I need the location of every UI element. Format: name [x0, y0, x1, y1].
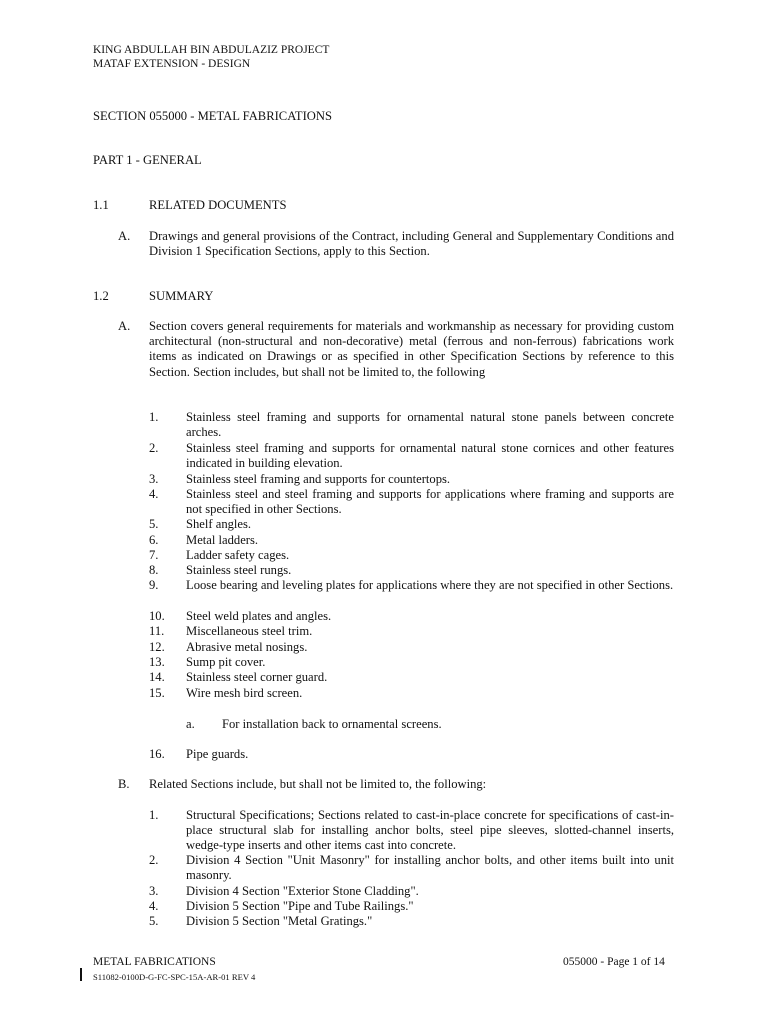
- article-number-1-1: 1.1: [93, 198, 109, 212]
- list-item-number: 12.: [149, 640, 165, 654]
- related-item-number: 4.: [149, 899, 159, 913]
- list-item: Loose bearing and leveling plates for applications where they are not specified in other Sections.: [186, 578, 674, 592]
- list-item-number: 9.: [149, 578, 159, 592]
- footer-document-code: S11082-0100D-G-FC-SPC-15A-AR-01 REV 4: [93, 972, 256, 982]
- list-item: Stainless steel and steel framing and supports for applications where framing and supports are not specified in other Sections.: [186, 487, 674, 517]
- project-name: KING ABDULLAH BIN ABDULAZIZ PROJECT: [93, 44, 330, 56]
- list-item-number: 16.: [149, 747, 165, 761]
- list-item: Stainless steel framing and supports for ornamental natural stone cornices and other features indicated in building elevation.: [186, 441, 674, 471]
- list-item: Abrasive metal nosings.: [186, 640, 308, 654]
- list-item-number: 4.: [149, 487, 159, 501]
- related-item: Division 4 Section "Exterior Stone Cladding".: [186, 884, 419, 898]
- list-item-number: 14.: [149, 670, 165, 684]
- list-item-number: 15.: [149, 686, 165, 700]
- related-item: Structural Specifications; Sections related to cast-in-place concrete for specifications of cast-in-place structural slab for installing anchor bolts, steel pipe sleeves, slotted-channel inserts, wedge-type inserts and other items cast into concrete.: [186, 808, 674, 853]
- list-item-number: 11.: [149, 624, 165, 638]
- related-item-number: 2.: [149, 853, 159, 867]
- paragraph-text: Section covers general requirements for materials and workmanship as necessary for providing custom architectural (non-structural and non-decorative) metal (ferrous and non-ferrous) fabrications work items as indicated on Drawings or as specified in other Specification Sections by reference to this Section. Section includes, but shall not be limited to, the following: [149, 319, 674, 379]
- list-item-number: 5.: [149, 517, 159, 531]
- list-item-number: 10.: [149, 609, 165, 623]
- part-title: PART 1 - GENERAL: [93, 153, 202, 167]
- footer-section-name: METAL FABRICATIONS: [93, 956, 216, 968]
- related-item: Division 5 Section "Pipe and Tube Railings.": [186, 899, 414, 913]
- list-item-number: 3.: [149, 472, 159, 486]
- list-item-number: 1.: [149, 410, 159, 424]
- list-item: Stainless steel framing and supports for countertops.: [186, 472, 451, 486]
- sub-item-label: a.: [186, 717, 195, 731]
- change-bar: [80, 968, 82, 981]
- related-item-number: 5.: [149, 914, 159, 928]
- paragraph-text: Drawings and general provisions of the Contract, including General and Supplementary Conditions and Division 1 Specification Sections, apply to this Section.: [149, 229, 674, 259]
- section-title: SECTION 055000 - METAL FABRICATIONS: [93, 109, 332, 123]
- list-item: Metal ladders.: [186, 533, 259, 547]
- project-subtitle: MATAF EXTENSION - DESIGN: [93, 58, 251, 70]
- list-item: Miscellaneous steel trim.: [186, 624, 313, 638]
- list-item-number: 7.: [149, 548, 159, 562]
- article-number-1-2: 1.2: [93, 289, 109, 303]
- list-item: Stainless steel rungs.: [186, 563, 292, 577]
- related-item-number: 3.: [149, 884, 159, 898]
- paragraph-label: B.: [118, 777, 130, 791]
- list-item-number: 6.: [149, 533, 159, 547]
- sub-item: For installation back to ornamental screens.: [222, 717, 442, 731]
- footer-page-number: 055000 - Page 1 of 14: [563, 956, 665, 968]
- list-item: Ladder safety cages.: [186, 548, 290, 562]
- paragraph-text: Related Sections include, but shall not be limited to, the following:: [149, 777, 487, 791]
- list-item: Pipe guards.: [186, 747, 249, 761]
- article-title-1-1: RELATED DOCUMENTS: [149, 198, 287, 212]
- related-item: Division 5 Section "Metal Gratings.": [186, 914, 373, 928]
- list-item-number: 13.: [149, 655, 165, 669]
- related-item-number: 1.: [149, 808, 159, 822]
- article-title-1-2: SUMMARY: [149, 289, 214, 303]
- list-item: Wire mesh bird screen.: [186, 686, 303, 700]
- list-item: Shelf angles.: [186, 517, 252, 531]
- paragraph-label: A.: [118, 319, 131, 333]
- list-item: Stainless steel framing and supports for ornamental natural stone panels between concrete arches.: [186, 410, 674, 440]
- list-item-number: 2.: [149, 441, 159, 455]
- list-item: Steel weld plates and angles.: [186, 609, 332, 623]
- related-item: Division 4 Section "Unit Masonry" for installing anchor bolts, and other items built into unit masonry.: [186, 853, 674, 883]
- list-item: Sump pit cover.: [186, 655, 266, 669]
- paragraph-label: A.: [118, 229, 131, 243]
- list-item-number: 8.: [149, 563, 159, 577]
- list-item: Stainless steel corner guard.: [186, 670, 328, 684]
